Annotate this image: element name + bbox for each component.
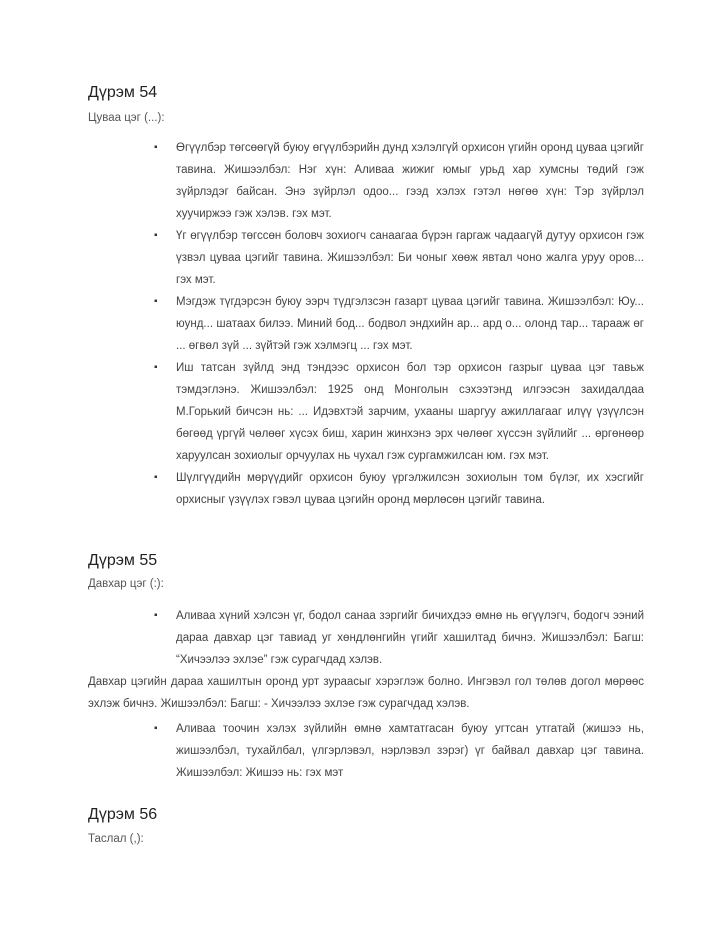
bullet-icon: ▪: [154, 472, 158, 483]
rule-56-subtitle: Таслал (,):: [88, 833, 144, 845]
rule-54-heading: Дүрэм 54: [88, 84, 158, 101]
list-item-text: Мэгдэж түгдэрсэн буюу ээрч түдгэлзсэн газарт цуваа цэгийг тавина. Жишээлбэл: Юу... юунд... шатаах билээ. Миний бод... бодвол эндхийн ар... ард о... олонд тар... тарааж өг ... өгвөл зүй ... зүйтэй гэж хэлмэгц ... гэх мэт.: [176, 296, 644, 352]
list-item: [88, 357, 644, 467]
list-item: [88, 225, 644, 291]
rule-55-bullet-list-2: [88, 718, 644, 784]
rule-55-bullet-list-1: [88, 605, 644, 671]
list-item: [88, 605, 644, 671]
list-item-text: Шүлгүүдийн мөрүүдийг орхисон буюу үргэлжилсэн зохиолын том бүлэг, их хэсгийг орхисныг үзүүлэх гэвэл цуваа цэгийн оронд мөрлөсөн цэгийг тавина.: [176, 472, 644, 506]
rule-54-bullet-list: [88, 137, 644, 511]
list-item-text: Үг өгүүлбэр төгссөн боловч зохиогч санаагаа бүрэн гаргаж чадаагүй дутуу орхисон гэж үзвэл цуваа цэгийг тавина. Жишээлбэл: Би чоныг хөөж явтал чоно жалга уруу оров... гэх мэт.: [176, 230, 644, 286]
bullet-icon: ▪: [154, 610, 158, 621]
bullet-icon: ▪: [154, 723, 158, 734]
list-item-text: Иш татсан зүйлд энд тэндээс орхисон бол тэр орхисон газрыг цуваа цэг тавьж тэмдэглэнэ. Жишээлбэл: 1925 онд Монголын сэхээтэнд илгээсэн захидалдаа М.Горький бичсэн нь: ... Идэвхтэй зарчим, ухааны шаргуу ажиллагааг илүү үзүүлсэн бөгөөд үргүй чөлөөг хүсэх биш, харин жинхэнэ эрх чөлөөг хүссэн зүйлийг ... өргөнөөр харуулсан зохиолыг орчуулах нь чухал гэж сургамжилсан юм. гэх мэт.: [176, 362, 644, 462]
rule-55-subtitle: Давхар цэг (:):: [88, 578, 164, 590]
rule-54-subtitle: Цуваа цэг (...):: [88, 112, 165, 124]
list-item: [88, 718, 644, 784]
bullet-icon: ▪: [154, 362, 158, 373]
bullet-icon: ▪: [154, 142, 158, 153]
list-item-text: Аливаа хүний хэлсэн үг, бодол санаа зэргийг бичихдээ өмнө нь өгүүлэгч, бодогч ээний дараа давхар цэг тавиад уг хөндлөнгийн үгийг хашилтад бичнэ. Жишээлбэл: Багш: “Хичээлээ эхлэе” гэж сурагчдад хэлэв.: [176, 610, 644, 666]
bullet-icon: ▪: [154, 296, 158, 307]
list-item: [88, 467, 644, 511]
rule-55-paragraph: Давхар цэгийн дараа хашилтын оронд урт зураасыг хэрэглэж болно. Ингэвэл гол төлөв догол мөрөөс эхлэж бичнэ. Жишээлбэл: Багш: - Хичээлээ эхлэе гэж сурагчдад хэлэв.: [88, 676, 644, 710]
list-item-text: Аливаа тоочин хэлэх зүйлийн өмнө хамтатгасан буюу угтсан утгатай (жишээ нь, жишээлбэл, тухайлбал, үлгэрлэвэл, нэрлэвэл зэрэг) үг байвал давхар цэг тавина. Жишээлбэл: Жишээ нь: гэх мэт: [176, 723, 644, 779]
list-item: [88, 137, 644, 225]
list-item: [88, 291, 644, 357]
rule-56-heading: Дүрэм 56: [88, 806, 158, 823]
rule-55-heading: Дүрэм 55: [88, 552, 158, 569]
list-item-text: Өгүүлбэр төгсөөгүй буюу өгүүлбэрийн дунд хэлэлгүй орхисон үгийн оронд цуваа цэгийг тавина. Жишээлбэл: Нэг хүн: Аливаа жижиг юмыг урьд хар хумсны төдий гэж зүйрлэдэг байсан. Энэ зүйрлэл одоо... гээд хэлэх гэтэл нөгөө хүн: Тэр зүйрлэл хуучиржээ гэж хэлэв. гэх мэт.: [176, 142, 644, 220]
bullet-icon: ▪: [154, 230, 158, 241]
